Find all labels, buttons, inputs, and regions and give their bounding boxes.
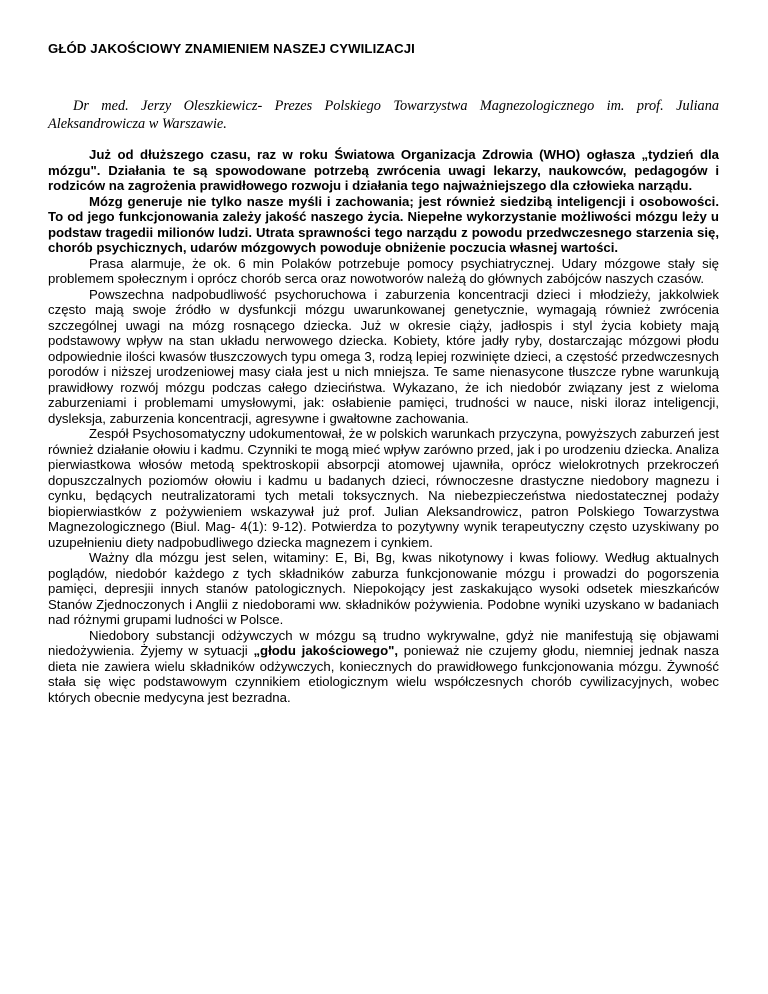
emphasis-text: „głodu jakościowego", bbox=[253, 643, 399, 658]
document-title: GŁÓD JAKOŚCIOWY ZNAMIENIEM NASZEJ CYWILIZACJI bbox=[48, 41, 415, 56]
paragraph: Zespół Psychosomatyczny udokumentował, że w polskich warunkach przyczyna, powyższych zaburzeń jest również działanie ołowiu i kadmu. Czynniki te mogą mieć wpływ zarówno przed, jak i po urodzeniu dziecka. Analiza pierwiastkowa włosów metodą spektroskopii absorpcji atomowej ujawniła, oprócz wielokrotnych przekroczeń dopuszczalnych poziomów ołowiu i kadmu u badanych dzieci, równoczesne drastyczne niedobory magnezu i cynku, będących neutralizatorami tych metali toksycznych. Na niebezpieczeństwa niedostatecznej podaży biopierwiastków z pożywieniem wskazywał już prof. Julian Aleksandrowicz, patron Polskiego Towarzystwa Magnezologicznego (Biul. Mag- 4(1): 9-12). Potwierdza to pozytywny wynik terapeutyczny często uzyskiwany po uzupełnieniu diety nadpobudliwego dziecka magnezem i cynkiem. bbox=[48, 426, 719, 550]
paragraph: Powszechna nadpobudliwość psychoruchowa i zaburzenia koncentracji dzieci i młodzieży, jakkolwiek często mają swoje źródło w dysfunkcji mózgu uwarunkowanej genetycznie, wymagają również zwrócenia szczególnej uwagi na mózg rosnącego dziecka. Już w okresie ciąży, jadłospis i styl życia kobiety mają podstawowy wpływ na stan układu nerwowego dziecka. Kobiety, które jadły ryby, dostarczając mózgowi płodu odpowiednie ilości kwasów tłuszczowych typu omega 3, rodzą lepiej rozwinięte dzieci, a częstość przedwczesnych porodów i niższej urodzeniowej masy ciała jest u nich mniejsza. Te same nienasycone tłuszcze rybne warunkują prawidłowy rozwój mózgu podczas całego dzieciństwa. Wykazano, że ich niedobór związany jest z wieloma zaburzeniami i problemami umysłowymi, jak: osłabienie pamięci, trudności w nauce, niski iloraz inteligencji, dysleksja, zaburzenia koncentracji, agresywne i gwałtowne zachowania. bbox=[48, 286, 719, 426]
article-body bbox=[48, 147, 719, 705]
paragraph-text: ponieważ nie czujemy głodu, niemniej jednak nasza dieta nie zawiera wielu składników odżywczych, koniecznych do prawidłowego funkcjonowania mózgu. Żywność stała się więc podstawowym czynnikiem etiologicznym wielu współczesnych chorób cywilizacyjnych, wobec których obecnie medycyna jest bezradna. bbox=[48, 643, 719, 705]
paragraph-text: Niedobory substancji odżywczych w mózgu są trudno wykrywalne, gdyż nie manifestują się objawami niedożywienia. Żyjemy w sytuacji bbox=[48, 627, 719, 658]
author-line: Dr med. Jerzy Oleszkiewicz- Prezes Polskiego Towarzystwa Magnezologicznego im. prof. Juliana Aleksandrowicza w Warszawie. bbox=[48, 98, 719, 132]
paragraph: Ważny dla mózgu jest selen, witaminy: E, Bi, Bg, kwas nikotynowy i kwas foliowy. Według aktualnych poglądów, niedobór każdego z tych składników zaburza funkcjonowanie mózgu i prowadzi do pogorszenia pamięci, depresjii innych stanów patologicznych. Niepokojący jest zaskakująco wysoki odsetek mieszkańców Stanów Zjednoczonych i Anglii z niedoborami ww. składników pożywienia. Podobne wyniki uzyskano w badaniach nad różnymi grupami ludności w Polsce. bbox=[48, 550, 719, 627]
paragraph: Już od dłuższego czasu, raz w roku Światowa Organizacja Zdrowia (WHO) ogłasza „tydzień dla mózgu". Działania te są spowodowane potrzebą zwrócenia uwagi lekarzy, naukowców, pedagogów i rodziców na zagrożenia prawidłowego rozwoju i działania tego najważniejszego dla człowieka narządu. bbox=[48, 147, 719, 193]
paragraph bbox=[48, 628, 719, 706]
paragraph: Mózg generuje nie tylko nasze myśli i zachowania; jest również siedzibą inteligencji i osobowości. To od jego funkcjonowania zależy jakość naszego życia. Niepełne wykorzystanie możliwości mózgu leży u podstaw tragedii milionów ludzi. Utrata sprawności tego narządu z powodu przedwczesnego starzenia się, chorób psychicznych, udarów mózgowych powoduje obniżenie poczucia własnej wartości. bbox=[48, 193, 719, 255]
paragraph: Prasa alarmuje, że ok. 6 min Polaków potrzebuje pomocy psychiatrycznej. Udary mózgowe stały się problemem społecznym i oprócz chorób serca oraz nowotworów należą do głównych zabójców naszych czasów. bbox=[48, 255, 719, 286]
